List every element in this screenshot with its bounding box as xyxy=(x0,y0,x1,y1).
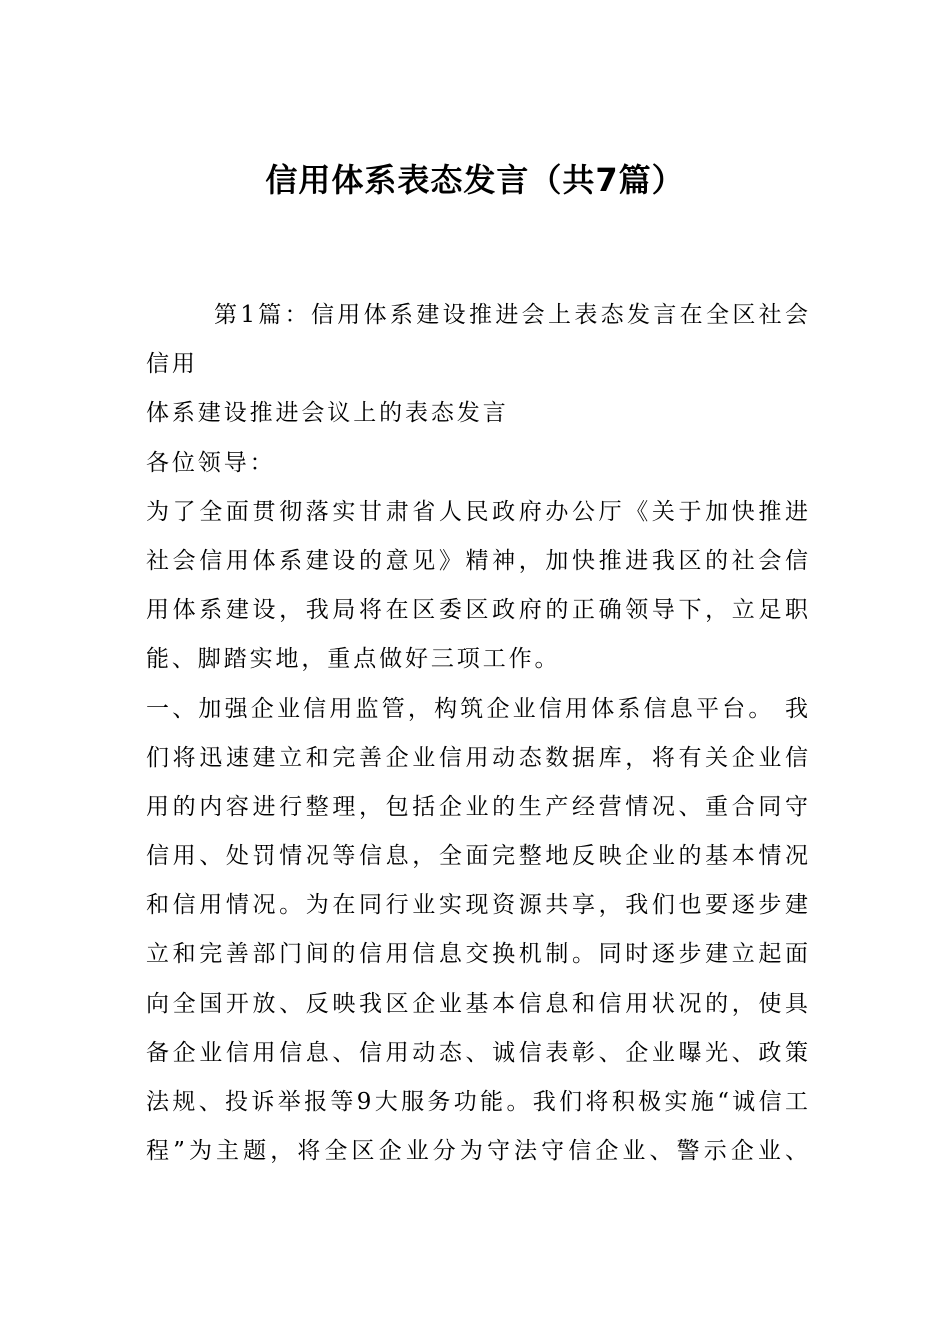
text-line: 信用、处罚情况等信息，全面完整地反映企业的基本情况 xyxy=(146,843,808,870)
text-line: 各位领导： xyxy=(146,449,276,476)
text-line: 一、加强企业信用监管，构筑企业信用体系信息平台。 我 xyxy=(146,695,808,722)
text-line: 用的内容进行整理，包括企业的生产经营情况、重合同守 xyxy=(146,793,808,820)
text-line: 向全国开放、反映我区企业基本信息和信用状况的，使具 xyxy=(146,990,808,1017)
text-line: 用体系建设，我局将在区委区政府的正确领导下，立足职 xyxy=(146,597,808,624)
text-line: 程”为主题，将全区企业分为守法守信企业、警示企业、 xyxy=(146,1138,808,1165)
text-line: 和信用情况。为在同行业实现资源共享，我们也要逐步建 xyxy=(146,892,808,919)
document-body xyxy=(146,291,808,1176)
text-line: 们将迅速建立和完善企业信用动态数据库，将有关企业信 xyxy=(146,744,808,771)
text-line: 社会信用体系建设的意见》精神，加快推进我区的社会信 xyxy=(146,547,808,574)
text-line: 能、脚踏实地，重点做好三项工作。 xyxy=(146,646,561,673)
text-line: 备企业信用信息、信用动态、诚信表彰、企业曝光、政策 xyxy=(146,1039,808,1066)
text-line: 信用 xyxy=(146,351,198,378)
text-line: 第1篇：信用体系建设推进会上表态发言在全区社会 xyxy=(214,302,808,328)
text-line: 法规、投诉举报等9大服务功能。我们将积极实施“诚信工 xyxy=(146,1089,808,1115)
text-line: 为了全面贯彻落实甘肃省人民政府办公厅《关于加快推进 xyxy=(146,498,808,525)
text-line: 体系建设推进会议上的表态发言 xyxy=(146,400,509,427)
document-title: 信用体系表态发言（共7篇） xyxy=(265,161,685,199)
text-line: 立和完善部门间的信用信息交换机制。同时逐步建立起面 xyxy=(146,941,808,968)
